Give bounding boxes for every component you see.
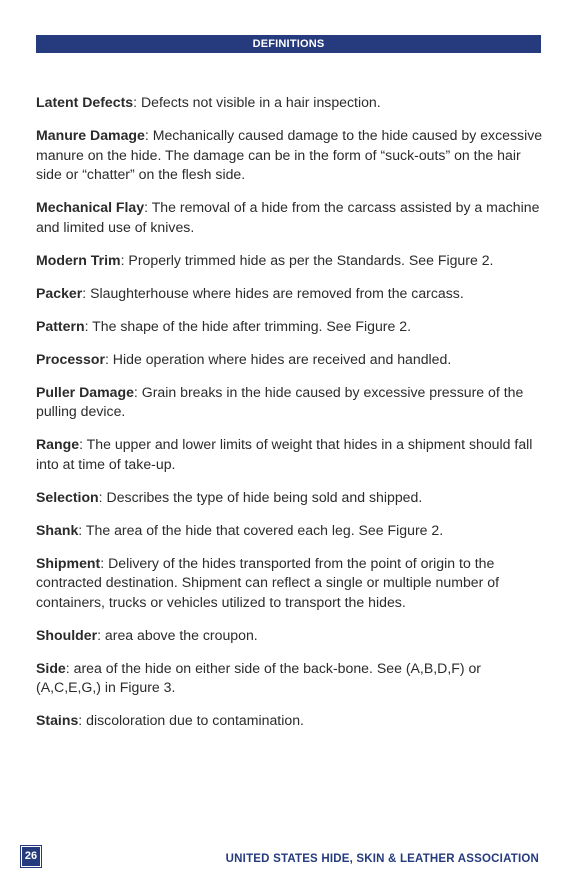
definition-text: Defects not visible in a hair inspection. (140, 94, 381, 110)
definition-text: The shape of the hide after trimming. See Figure 2. (92, 317, 411, 334)
definition-text: Delivery of the hides transported from the point of origin to the contracted destination. Shipment can reflect a single or multiple number of containers, trucks or vehicles utilized to transport the hides. (36, 554, 499, 610)
definition-term: Packer (36, 284, 83, 301)
definition-separator: : (120, 251, 129, 268)
definition-text: Grain breaks in the hide caused by excessive pressure of the pulling device. (36, 383, 524, 419)
definition-term: Range (36, 436, 80, 452)
definition-separator: : (144, 127, 153, 143)
page-number-badge (20, 845, 42, 868)
definition-term: Modern Trim (36, 251, 121, 268)
definition-term: Latent Defects (36, 94, 134, 110)
definition-separator: : (82, 284, 91, 301)
definition-term: Shipment (36, 554, 101, 571)
definition-item (36, 350, 546, 370)
definition-text: discoloration due to contamination. (86, 712, 304, 728)
definition-item (36, 251, 546, 271)
definition-text: Hide operation where hides are received and handled. (112, 350, 452, 367)
definition-separator: : (78, 712, 87, 728)
definition-term: Side (36, 659, 66, 676)
section-title: DEFINITIONS (252, 38, 325, 50)
definition-separator: : (65, 659, 74, 676)
definition-item (36, 284, 546, 304)
definition-separator: : (100, 554, 109, 571)
section-header (36, 35, 541, 53)
definition-text: Slaughterhouse where hides are removed from the carcass. (90, 284, 464, 301)
definition-separator: : (98, 488, 107, 505)
definition-term: Stains (36, 712, 79, 728)
definition-separator: : (133, 383, 142, 400)
definition-term: Processor (36, 350, 105, 367)
definition-item (36, 317, 546, 337)
definition-item (36, 126, 546, 185)
definition-term: Puller Damage (36, 383, 134, 400)
definition-item (36, 198, 546, 237)
definition-text: area above the croupon. (104, 626, 258, 643)
page-number: 26 (24, 850, 38, 862)
definition-item (36, 521, 546, 541)
definition-text: The upper and lower limits of weight that hides in a shipment should fall into at time of take-up. (36, 436, 533, 472)
definition-item (36, 711, 546, 731)
definition-item (36, 488, 546, 508)
definition-term: Shank (36, 521, 79, 538)
definition-separator: : (79, 436, 87, 452)
definition-term: Manure Damage (36, 127, 145, 143)
definition-item (36, 554, 546, 613)
definition-item (36, 626, 546, 646)
definition-separator: : (84, 317, 93, 334)
definition-item (36, 659, 546, 698)
definition-separator: : (104, 350, 113, 367)
definition-term: Pattern (36, 317, 85, 334)
definition-text: Properly trimmed hide as per the Standards. See Figure 2. (128, 251, 494, 268)
definitions-list (36, 93, 546, 744)
definition-item (36, 93, 546, 113)
definition-text: The removal of a hide from the carcass assisted by a machine and limited use of knives. (36, 199, 540, 235)
definition-separator: : (144, 199, 152, 215)
definition-term: Shoulder (36, 626, 98, 643)
definition-term: Mechanical Flay (36, 199, 145, 215)
definition-item (36, 383, 546, 422)
definition-text: Mechanically caused damage to the hide caused by excessive manure on the hide. The damage can be in the form of “suck-outs” on the hair side or “chatter” on the flesh side. (36, 127, 543, 182)
definition-separator: : (97, 626, 105, 643)
definition-item (36, 435, 546, 474)
definition-separator: : (78, 521, 86, 538)
definition-text: Describes the type of hide being sold and shipped. (106, 488, 423, 505)
definition-separator: : (133, 94, 141, 110)
definition-text: area of the hide on either side of the back-bone. See (A,B,D,F) or (A,C,E,G,) in Figure 3. (36, 659, 481, 695)
footer-organization: UNITED STATES HIDE, SKIN & LEATHER ASSOCIATION (225, 853, 539, 865)
definition-text: The area of the hide that covered each leg. See Figure 2. (85, 521, 444, 538)
definition-term: Selection (36, 488, 99, 505)
